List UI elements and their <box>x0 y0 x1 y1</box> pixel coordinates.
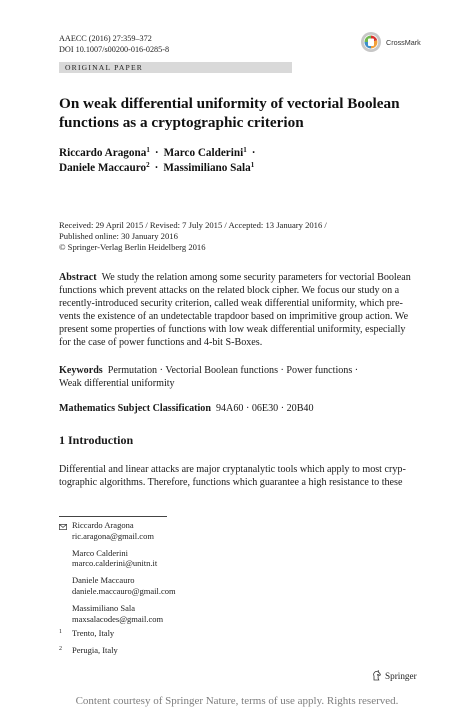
affiliation-mark: 1 <box>146 146 150 154</box>
journal-citation: AAECC (2016) 27:359–372 <box>59 34 152 43</box>
author-separator: · <box>251 147 256 159</box>
abstract-text: for the case of power functions and 4-bit S-Boxes. <box>59 337 263 348</box>
footnote-text: Trento, Italy <box>72 628 115 638</box>
author-name[interactable]: Marco Calderini <box>163 147 244 159</box>
publisher-name: Springer <box>385 670 417 681</box>
body-line: Differential and linear attacks are major cryptanalytic tools which apply to most cryp- <box>59 464 406 475</box>
envelope-icon <box>59 522 67 528</box>
contact-email[interactable]: daniele.maccauro@gmail.com <box>72 585 176 596</box>
keywords-label: Keywords <box>59 365 103 376</box>
author-separator: · <box>154 147 159 159</box>
author-separator: · <box>154 162 159 174</box>
contact-entry <box>59 548 176 570</box>
affiliation-footnote: $^2$ Perugia, Italy <box>59 644 118 655</box>
article-type-label: ORIGINAL PAPER <box>65 63 144 72</box>
footnote-text: Perugia, Italy <box>72 644 118 655</box>
copyright-line: © Springer-Verlag Berlin Heidelberg 2016 <box>59 242 206 253</box>
springer-horse-icon <box>372 670 382 681</box>
affiliation-mark: 1 <box>243 146 247 154</box>
crossmark-badge[interactable] <box>360 31 430 53</box>
affiliation-mark: 2 <box>146 161 150 169</box>
introduction-text <box>59 463 406 489</box>
contact-email[interactable]: marco.calderini@unitn.it <box>72 558 158 569</box>
author-name[interactable]: Daniele Maccauro <box>59 162 147 174</box>
abstract-text: vents the existence of an undetectable trapdoor based on imprimitive group action. We <box>59 311 409 322</box>
contact-email[interactable]: ric.aragona@gmail.com <box>72 530 154 541</box>
affiliation-footnotes <box>59 628 118 662</box>
history-line: Received: 29 April 2015 / Revised: 7 July 2015 / Accepted: 13 January 2016 / <box>59 220 327 230</box>
abstract-text: functions which prevent attacks on the related block cipher. We focus our study on a <box>59 285 400 296</box>
msc-label: Mathematics Subject Classification <box>59 403 211 414</box>
article-type-bar <box>59 62 292 73</box>
abstract-text: recently-introduced security criterion, called weak differential uniformity, which pre- <box>59 298 403 309</box>
contact-name: Marco Calderini <box>72 547 128 558</box>
section-heading: 1 Introduction <box>59 433 134 447</box>
contact-name: Riccardo Aragona <box>72 520 134 530</box>
paper-title <box>59 95 429 132</box>
author-name[interactable]: Massimiliano Sala <box>163 162 251 174</box>
contact-name: Daniele Maccauro <box>72 575 135 586</box>
title-line-1: On weak differential uniformity of vectorial Boolean <box>59 95 400 112</box>
abstract <box>59 271 429 349</box>
keywords-text: Weak differential uniformity <box>59 378 175 389</box>
msc-codes: 94A60 · 06E30 · 20B40 <box>215 403 314 414</box>
affiliation-footnote: $^1$ Trento, Italy <box>59 628 115 638</box>
history-line: Published online: 30 January 2016 <box>59 231 178 242</box>
author-contacts <box>59 520 176 630</box>
contact-email[interactable]: maxsalacodes@gmail.com <box>72 613 164 624</box>
keywords <box>59 364 358 390</box>
contact-entry <box>59 520 176 542</box>
abstract-text: present some properties of functions with low weak differential uniformity, especially <box>59 324 406 335</box>
subject-classification <box>59 402 314 415</box>
publisher-logo <box>372 670 417 681</box>
crossmark-label: CrossMark <box>386 37 421 47</box>
courtesy-notice: Content courtesy of Springer Nature, terms of use apply. Rights reserved. <box>75 695 399 707</box>
author-name[interactable]: Riccardo Aragona <box>59 147 147 159</box>
abstract-text: We study the relation among some security parameters for vectorial Boolean <box>101 272 411 283</box>
contact-entry <box>59 575 176 597</box>
abstract-label: Abstract <box>59 272 97 283</box>
affiliation-mark: 1 <box>250 161 255 169</box>
keywords-text: Permutation · Vectorial Boolean functions · Power functions · <box>107 365 359 376</box>
body-line: tographic algorithms. Therefore, functions which guarantee a high resistance to these <box>59 477 403 488</box>
contact-name: Massimiliano Sala <box>72 602 136 613</box>
title-line-2: functions as a cryptographic criterion <box>59 113 304 131</box>
footnote-divider <box>59 516 167 517</box>
crossmark-icon <box>360 31 382 53</box>
author-list <box>59 146 260 176</box>
doi[interactable]: DOI 10.1007/s00200-016-0285-8 <box>59 45 170 54</box>
contact-entry <box>59 603 176 625</box>
journal-header <box>59 33 169 55</box>
publication-history <box>59 220 327 254</box>
